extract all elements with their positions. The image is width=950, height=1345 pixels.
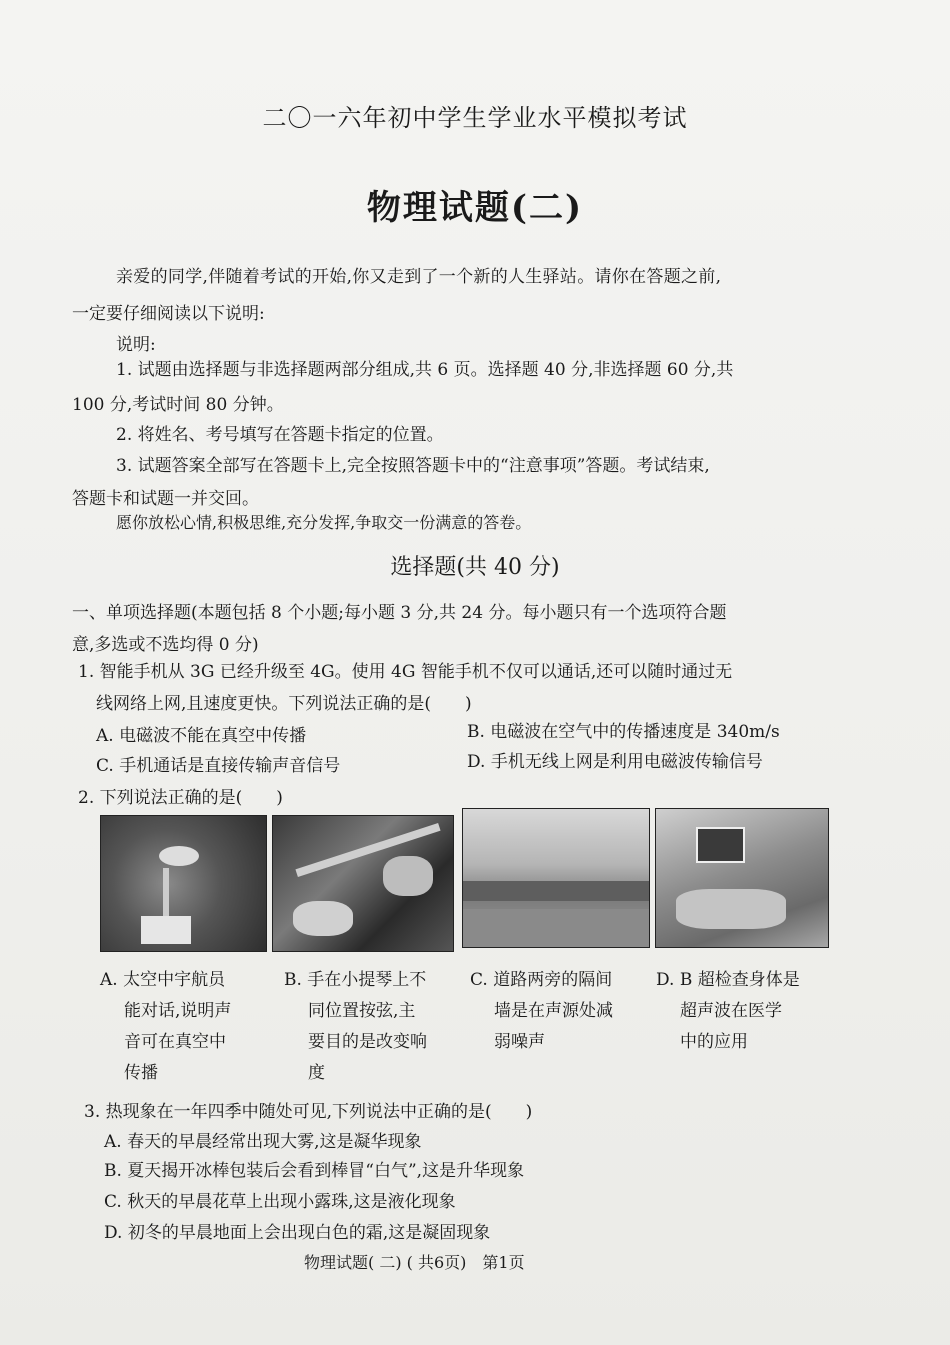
- q2-option-c-line-1: C. 道路两旁的隔间: [470, 970, 613, 990]
- instructions-label: 说明:: [116, 335, 156, 355]
- q3-option-c: C. 秋天的早晨花草上出现小露珠,这是液化现象: [104, 1192, 456, 1212]
- intro-line-1: 亲爱的同学,伴随着考试的开始,你又走到了一个新的人生驿站。请你在答题之前,: [116, 267, 722, 287]
- q1-option-d: D. 手机无线上网是利用电磁波传输信号: [467, 752, 763, 772]
- instruction-1a: 1. 试题由选择题与非选择题两部分组成,共 6 页。选择题 40 分,非选择题 60 分,共: [116, 360, 734, 380]
- violin-photo: [272, 815, 454, 952]
- q2-option-d-line-2: 超声波在医学: [680, 1001, 782, 1021]
- q1-option-b: B. 电磁波在空气中的传播速度是 340m/s: [467, 722, 780, 742]
- violinist-hand-2-shape: [293, 901, 353, 936]
- q2-option-c-line-3: 弱噪声: [494, 1032, 545, 1052]
- q2-stem: 2. 下列说法正确的是( ): [78, 788, 283, 808]
- patient-shape: [676, 889, 786, 929]
- q2-option-a-line-1: A. 太空中宇航员: [100, 970, 226, 990]
- q3-stem: 3. 热现象在一年四季中随处可见,下列说法中正确的是( ): [84, 1102, 533, 1122]
- page-footer: 物理试题( 二) ( 共6页) 第1页: [304, 1253, 525, 1272]
- q3-option-b: B. 夏天揭开冰棒包装后会看到棒冒“白气”,这是升华现象: [104, 1161, 525, 1181]
- q2-option-d: [656, 965, 828, 1058]
- astronaut-photo: [100, 815, 267, 952]
- sound-barrier-wall-shape: [463, 881, 649, 901]
- q2-option-b-line-4: 度: [308, 1063, 325, 1083]
- q2-option-b-line-1: B. 手在小提琴上不: [284, 970, 427, 990]
- road-shape: [463, 909, 649, 947]
- q2-option-c: [470, 965, 642, 1058]
- intro-line-2: 一定要仔细阅读以下说明:: [72, 304, 265, 324]
- q2-option-d-line-1: D. B 超检查身体是: [656, 970, 800, 990]
- section-title: 选择题(共 40 分): [390, 555, 560, 580]
- part-instructions-b: 意,多选或不选均得 0 分): [72, 635, 259, 655]
- ultrasound-photo: [655, 808, 829, 948]
- q1-stem-a: 1. 智能手机从 3G 已经升级至 4G。使用 4G 智能手机不仅可以通话,还可以随时通过无: [78, 662, 733, 682]
- paper-title: 物理试题(二): [366, 188, 584, 228]
- good-luck-note: 愿你放松心情,积极思维,充分发挥,争取交一份满意的答卷。: [116, 513, 532, 532]
- q2-option-b: [284, 965, 456, 1089]
- q2-option-d-line-3: 中的应用: [680, 1032, 748, 1052]
- violinist-hand-shape: [383, 856, 433, 896]
- q1-option-c: C. 手机通话是直接传输声音信号: [96, 756, 341, 776]
- astronaut-head-shape: [159, 846, 199, 866]
- q2-option-c-line-2: 墙是在声源处减: [494, 1001, 613, 1021]
- q2-option-a-line-3: 音可在真空中: [124, 1032, 226, 1052]
- q3-option-d: D. 初冬的早晨地面上会出现白色的霜,这是凝固现象: [104, 1223, 491, 1243]
- q2-option-a-line-4: 传播: [124, 1063, 158, 1083]
- q2-option-b-line-2: 同位置按弦,主: [308, 1001, 416, 1021]
- instruction-2: 2. 将姓名、考号填写在答题卡指定的位置。: [116, 425, 444, 445]
- q2-option-a-line-2: 能对话,说明声: [124, 1001, 232, 1021]
- ultrasound-monitor-shape: [696, 827, 745, 863]
- instruction-1b: 100 分,考试时间 80 分钟。: [72, 395, 284, 415]
- q2-option-b-line-3: 要目的是改变响: [308, 1032, 427, 1052]
- q3-option-a: A. 春天的早晨经常出现大雾,这是凝华现象: [104, 1132, 422, 1152]
- instruction-3b: 答题卡和试题一并交回。: [72, 489, 259, 509]
- astronaut-equipment-shape: [141, 916, 191, 944]
- part-instructions-a: 一、单项选择题(本题包括 8 个小题;每小题 3 分,共 24 分。每小题只有一个选项符合题: [72, 603, 727, 623]
- instruction-3a: 3. 试题答案全部写在答题卡上,完全按照答题卡中的“注意事项”答题。考试结束,: [116, 456, 710, 476]
- q2-option-a: [100, 965, 270, 1089]
- sound-barrier-photo: [462, 808, 650, 948]
- exam-heading: 二〇一六年初中学生学业水平模拟考试: [262, 104, 688, 132]
- q1-option-a: A. 电磁波不能在真空中传播: [96, 726, 307, 746]
- q1-stem-b: 线网络上网,且速度更快。下列说法正确的是( ): [96, 694, 472, 714]
